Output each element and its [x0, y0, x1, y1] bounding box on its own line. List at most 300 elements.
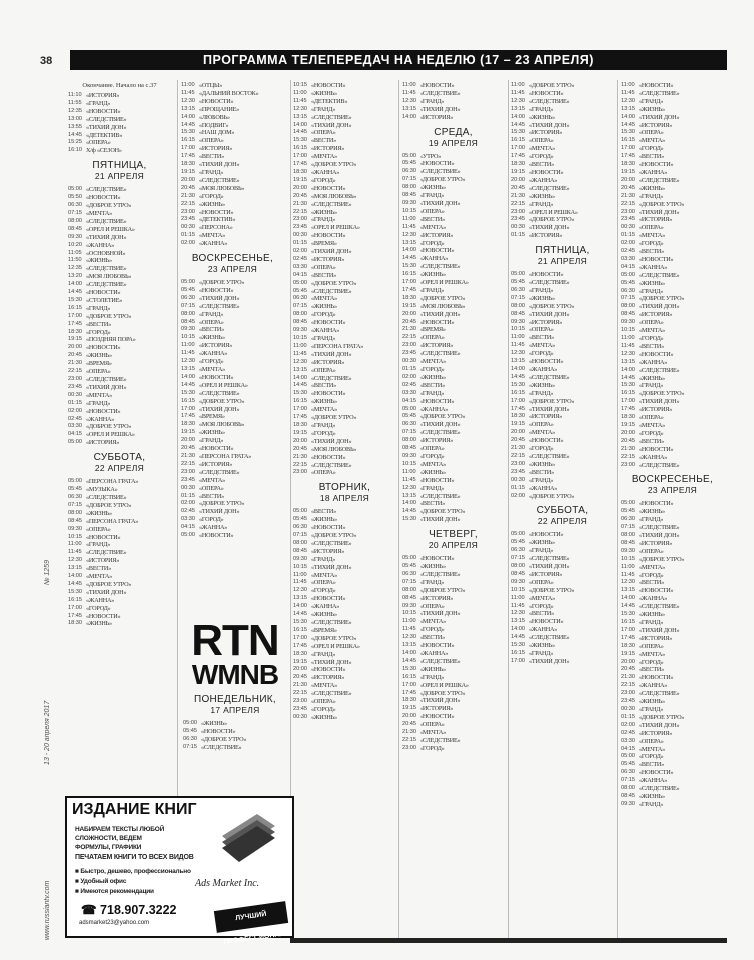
listing-entry	[293, 288, 396, 296]
listing-program: «НАШ ДОМ»	[199, 129, 235, 137]
listing-time: 11:45	[621, 571, 635, 578]
listing-program: «СЛЕДСТВИЕ»	[311, 539, 352, 547]
listing-entry	[68, 139, 171, 147]
book-publishing-ad	[65, 796, 294, 947]
listing-program: «ВЕСТИ»	[639, 579, 665, 587]
listing-entry	[621, 659, 724, 667]
listing-entry	[511, 129, 614, 137]
listing-program: «МЕЧТА»	[311, 682, 338, 690]
listing-program: «ЖАННА»	[86, 241, 115, 249]
listing-time: 19:15	[402, 705, 416, 712]
listing-entry	[621, 801, 724, 809]
listing-program: «ОПЕРА»	[639, 547, 664, 555]
listing-time: 05:00	[293, 508, 307, 515]
listing-entry	[293, 595, 396, 603]
listing-time: 01:15	[181, 232, 195, 239]
listing-time: 19:15	[511, 421, 525, 428]
listing-program: «ОПЕРА»	[639, 129, 664, 137]
listing-program: «ЖИЗНЬ»	[529, 539, 555, 547]
listing-time: 14:00	[293, 603, 307, 610]
listing-program: «ГОРОД»	[420, 744, 445, 752]
listing-program: «ВЕСТИ»	[199, 326, 225, 334]
listing-entry	[181, 106, 284, 114]
listing-entry	[621, 375, 724, 383]
listing-entry	[181, 161, 284, 169]
listing-program: «ВЕСТИ»	[199, 153, 225, 161]
listing-entry	[181, 90, 284, 98]
listing-entry	[402, 563, 505, 571]
listing-entry	[68, 518, 171, 526]
listing-time: 18:30	[293, 168, 307, 175]
listing-entry	[621, 216, 724, 224]
listing-time: 08:45	[293, 319, 307, 326]
listing-entry	[621, 730, 724, 738]
listing-program: «ИСТОРИЯ»	[529, 129, 563, 137]
day-heading: ПЯТНИЦА, 21 АПРЕЛЯ	[92, 160, 147, 182]
listing-program: «ГОРОД»	[420, 626, 445, 634]
listing-entry	[621, 122, 724, 130]
listing-time: 04:15	[621, 263, 635, 270]
listing-time: 11:45	[511, 342, 525, 349]
continuation-note: Окончание. Начало на с.37	[82, 82, 157, 89]
listing-time: 02:00	[511, 492, 525, 499]
listing-entry	[511, 618, 614, 626]
listing-program: «ЖАННА»	[639, 777, 668, 785]
listing-time: 15:30	[181, 389, 195, 396]
listing-entry	[621, 564, 724, 572]
listing-entry	[293, 532, 396, 540]
listing-time: 05:00	[183, 720, 197, 726]
listing-entry	[621, 177, 724, 185]
listing-time: 16:15	[511, 137, 525, 144]
listing-program: «СЛЕДСТВИЕ»	[639, 271, 680, 279]
listing-program: «ГРАНД»	[420, 192, 445, 200]
listing-program: «ТИХИЙ ДОН»	[420, 310, 461, 318]
listing-entry	[402, 516, 505, 524]
listing-time: 23:00	[181, 208, 195, 215]
listing-program: «ГРАНД»	[420, 389, 445, 397]
listing-program: «ИСТОРИЯ»	[311, 547, 345, 555]
listing-entry	[621, 398, 724, 406]
listing-time: 22:15	[402, 736, 416, 743]
listing-block	[402, 555, 505, 753]
listing-entry	[402, 445, 505, 453]
listing-time: 07:15	[181, 302, 195, 309]
listing-program: «НОВОСТИ»	[639, 769, 674, 777]
listing-time: 11:45	[621, 342, 635, 349]
listing-entry	[621, 240, 724, 248]
listing-entry	[621, 438, 724, 446]
listing-program: «ГРАНД»	[199, 437, 224, 445]
listing-program: «НОВОСТИ»	[639, 350, 674, 358]
listing-program: «ГРАНД»	[639, 705, 664, 713]
listing-program: «ЖИЗНЬ»	[311, 89, 337, 97]
listing-time: 21:30	[402, 729, 416, 736]
listing-time: 20:45	[402, 318, 416, 325]
listing-entry	[293, 122, 396, 130]
listing-program: «ГРАНД»	[420, 673, 445, 681]
listing-time: 06:30	[402, 421, 416, 428]
listing-time: 06:30	[511, 547, 525, 554]
listing-entry	[293, 161, 396, 169]
listing-entry	[181, 390, 284, 398]
listing-entry	[402, 247, 505, 255]
listing-entry	[402, 319, 505, 327]
schedule-column-5	[511, 82, 614, 666]
listing-time: 16:15	[293, 626, 307, 633]
listing-entry	[68, 147, 171, 155]
listing-time: 13:15	[293, 366, 307, 373]
listing-entry	[511, 658, 614, 666]
listing-program: «ВЕСТИ»	[420, 634, 446, 642]
listing-entry	[511, 382, 614, 390]
listing-entry	[511, 153, 614, 161]
listing-entry	[293, 422, 396, 430]
listing-time: 04:15	[621, 745, 635, 752]
listing-entry	[621, 454, 724, 462]
listing-program: «ДОБРОЕ УТРО»	[639, 713, 685, 721]
listing-program: «ВЕСТИ»	[199, 492, 225, 500]
listing-program: «ЖИЗНЬ»	[639, 279, 665, 287]
listing-entry	[181, 421, 284, 429]
listing-entry	[621, 508, 724, 516]
listing-time: 05:00	[181, 532, 195, 539]
listing-program: «ЖИЗНЬ»	[639, 698, 665, 706]
listing-time: 08:45	[621, 792, 635, 799]
listing-entry	[402, 658, 505, 666]
listing-time: 18:30	[621, 414, 635, 421]
listing-program: «ЖИЗНЬ»	[420, 468, 446, 476]
listing-entry	[181, 350, 284, 358]
listing-program: «ОРЕЛ И РЕШКА»	[199, 381, 248, 389]
listing-time: 07:15	[402, 429, 416, 436]
listing-time: 18:30	[621, 642, 635, 649]
listing-program: «ПЕРСОНА»	[199, 224, 233, 232]
listing-time: 18:30	[511, 161, 525, 168]
listing-time: 00:30	[621, 705, 635, 712]
listing-program: «НОВОСТИ»	[199, 532, 234, 540]
listing-block	[183, 720, 287, 752]
listing-entry	[621, 572, 724, 580]
listing-entry	[511, 287, 614, 295]
listing-entry	[402, 374, 505, 382]
listing-entry	[293, 232, 396, 240]
listing-entry	[293, 659, 396, 667]
listing-entry	[511, 161, 614, 169]
listing-time: 06:30	[68, 202, 82, 209]
listing-time: 02:45	[621, 248, 635, 255]
listing-time: 16:15	[293, 145, 307, 152]
listing-time: 08:00	[68, 217, 82, 224]
listing-time: 20:45	[293, 192, 307, 199]
listing-time: 14:45	[402, 657, 416, 664]
listing-time: 11:45	[511, 89, 525, 96]
listing-time: 13:15	[402, 642, 416, 649]
listing-time: 14:45	[181, 381, 195, 388]
listing-entry	[621, 82, 724, 90]
listing-program: «ИСТОРИЯ»	[529, 413, 563, 421]
listing-time: 09:30	[402, 452, 416, 459]
listing-time: 11:00	[511, 82, 525, 88]
listing-time: 05:45	[402, 160, 416, 167]
listing-entry	[181, 209, 284, 217]
ad-line: НАБИРАЕМ ТЕКСТЫ ЛЮБОЙ	[75, 826, 165, 833]
listing-program: «НОВОСТИ»	[311, 453, 346, 461]
listing-program: «ИСТОРИЯ»	[311, 145, 345, 153]
day-heading: ПЯТНИЦА, 21 АПРЕЛЯ	[535, 245, 590, 267]
listing-program: «ВЕСТИ»	[311, 508, 337, 516]
listing-time: 15:30	[621, 382, 635, 389]
listing-program: «ИСТОРИЯ»	[199, 460, 233, 468]
listing-time: 19:15	[621, 650, 635, 657]
listing-time: 04:15	[181, 524, 195, 531]
listing-entry	[181, 326, 284, 334]
ad-line: СЛОЖНОСТИ, ВЕДЕМ	[75, 835, 142, 842]
listing-program: «НОВОСТИ»	[529, 89, 564, 97]
listing-time: 18:30	[68, 328, 82, 335]
listing-entry	[621, 129, 724, 137]
listing-time: 14:00	[621, 113, 635, 120]
listing-entry	[68, 313, 171, 321]
listing-entry	[68, 250, 171, 258]
listing-program: «НОВОСТИ»	[201, 727, 236, 735]
listing-time: 12:30	[621, 97, 635, 104]
listing-entry	[293, 446, 396, 454]
listing-entry	[293, 114, 396, 122]
listing-time: 02:00	[68, 407, 82, 414]
listing-entry	[621, 500, 724, 508]
day-heading: СРЕДА, 19 АПРЕЛЯ	[428, 126, 479, 148]
listing-program: «ТИХИЙ ДОН»	[86, 383, 127, 391]
listing-time: 14:45	[293, 382, 307, 389]
listing-program: «ГОРОД»	[311, 311, 336, 319]
listing-entry	[511, 555, 614, 563]
listing-program: «ДОБРОЕ УТРО»	[199, 279, 245, 287]
listing-program: «НОВОСТИ»	[420, 247, 455, 255]
listing-time: 05:45	[511, 539, 525, 546]
listing-entry	[621, 264, 724, 272]
listing-block	[68, 92, 171, 155]
listing-entry	[293, 382, 396, 390]
listing-time: 13:15	[402, 105, 416, 112]
listing-time: 20:00	[293, 184, 307, 191]
listing-time: 23:00	[621, 208, 635, 215]
listing-program: «ТИХИЙ ДОН»	[199, 161, 240, 169]
listing-program: «ГОРОД»	[639, 145, 664, 153]
listing-time: 11:00	[181, 342, 195, 349]
listing-time: 13:15	[511, 618, 525, 625]
listing-time: 22:15	[402, 334, 416, 341]
listing-program: «ИСТОРИЯ»	[420, 594, 454, 602]
listing-program: «ОРЕЛ И РЕШКА»	[311, 642, 360, 650]
listing-program: «ЖАННА»	[311, 603, 340, 611]
listing-entry	[402, 200, 505, 208]
listing-program: «МЕЧТА»	[529, 342, 556, 350]
spine-site: www.russiantv.com	[44, 880, 51, 940]
listing-program: «НОВОСТИ»	[199, 445, 234, 453]
listing-time: 07:15	[511, 555, 525, 562]
listing-time: 06:30	[402, 168, 416, 175]
listing-entry	[511, 642, 614, 650]
listing-entry	[181, 453, 284, 461]
listing-program: «ВЕСТИ»	[639, 153, 665, 161]
listing-block	[621, 500, 724, 808]
listing-entry	[181, 279, 284, 287]
listing-entry	[621, 359, 724, 367]
listing-time: 22:15	[293, 461, 307, 468]
listing-entry	[621, 311, 724, 319]
listing-time: 21:30	[511, 445, 525, 452]
listing-entry	[402, 682, 505, 690]
listing-entry	[621, 185, 724, 193]
listing-entry	[181, 240, 284, 248]
listing-time: 23:45	[621, 698, 635, 705]
listing-time: 01:15	[68, 399, 82, 406]
listing-program: «ЖИЗНЬ»	[311, 208, 337, 216]
listing-time: 03:30	[621, 737, 635, 744]
listing-entry	[68, 186, 171, 194]
listing-program: «ДЕТЕКТИВ»	[86, 131, 123, 139]
listing-program: «ГРАНД»	[639, 619, 664, 626]
listing-program: «ЖИЗНЬ»	[311, 303, 337, 311]
listing-entry	[621, 611, 724, 619]
listing-entry	[68, 605, 171, 613]
listing-program: «ЖИЗНЬ»	[311, 611, 337, 619]
listing-entry	[293, 272, 396, 280]
listing-program: «НОВОСТИ»	[420, 160, 455, 168]
listing-time: 05:00	[68, 478, 82, 485]
listing-entry	[621, 90, 724, 98]
listing-program: «ТИХИЙ ДОН»	[529, 405, 570, 413]
listing-time: 15:30	[293, 137, 307, 144]
listing-entry	[181, 185, 284, 193]
listing-program: «ОРЕЛ И РЕШКА»	[420, 681, 469, 689]
listing-entry	[293, 603, 396, 611]
listing-entry	[511, 610, 614, 618]
listing-entry	[68, 557, 171, 565]
listing-entry	[621, 785, 724, 793]
listing-program: «ИСТОРИЯ»	[86, 439, 120, 447]
listing-program: «СЛЕДСТВИЕ»	[86, 265, 127, 273]
listing-time: 15:30	[402, 516, 416, 523]
listing-time: 20:45	[621, 437, 635, 444]
listing-time: 19:15	[402, 302, 416, 309]
listing-entry	[402, 390, 505, 398]
listing-entry	[293, 635, 396, 643]
listing-time: 11:55	[68, 99, 82, 106]
listing-entry	[511, 193, 614, 201]
listing-program: «ГОРОД»	[420, 452, 445, 460]
listing-time: 08:45	[621, 539, 635, 546]
listing-entry	[621, 382, 724, 390]
listing-entry	[621, 248, 724, 256]
listing-program: «ИСТОРИЯ»	[529, 570, 563, 578]
listing-time: 14:45	[621, 121, 635, 128]
listing-time: 03:30	[293, 263, 307, 270]
listing-program: «МЕЧТА»	[86, 391, 113, 399]
listing-program: «ВЕСТИ»	[420, 500, 446, 508]
listing-time: 01:15	[511, 484, 525, 491]
listing-time: 14:00	[402, 113, 416, 120]
listing-entry	[511, 169, 614, 177]
listing-time: 06:30	[183, 735, 197, 742]
listing-program: «НОВОСТИ»	[420, 642, 455, 650]
listing-time: 04:15	[293, 271, 307, 278]
listing-time: 10:15	[293, 563, 307, 570]
listing-entry	[181, 342, 284, 350]
listing-time: 00:30	[511, 224, 525, 231]
listing-time: 12:30	[402, 97, 416, 104]
listing-program: «ИСТОРИЯ»	[420, 437, 454, 445]
listing-program: «ТИХИЙ ДОН»	[420, 516, 461, 524]
listing-entry	[621, 746, 724, 754]
page-number: 38	[40, 55, 53, 67]
listing-entry	[68, 510, 171, 518]
listing-time: 03:30	[68, 423, 82, 430]
listing-time: 08:00	[621, 532, 635, 539]
listing-program: «ТИХИЙ ДОН»	[86, 588, 127, 596]
listing-time: 02:45	[181, 508, 195, 515]
ad-title: ИЗДАНИЕ КНИГ	[72, 801, 197, 818]
listing-time: 17:45	[511, 405, 525, 412]
listing-program: «СЛЕДСТВИЕ»	[529, 279, 570, 287]
listing-program: «ЖАННА»	[199, 240, 228, 248]
listing-program: «СЛЕДСТВИЕ»	[639, 176, 680, 184]
listing-time: 16:15	[621, 390, 635, 397]
listing-entry	[293, 311, 396, 319]
listing-entry	[181, 153, 284, 161]
listing-entry	[621, 446, 724, 454]
listing-program: «ТИХИЙ ДОН»	[529, 224, 570, 232]
listing-time: 16:10	[68, 147, 82, 154]
listing-time: 17:00	[511, 397, 525, 404]
listing-program: «НОВОСТИ»	[86, 533, 121, 541]
listing-entry	[68, 92, 171, 100]
listing-program: «НОВОСТИ»	[311, 232, 346, 240]
listing-program: «НОВОСТИ»	[639, 500, 674, 508]
listing-program: «НОВОСТИ»	[311, 390, 346, 398]
listing-time: 07:15	[293, 303, 307, 310]
ad-bullet: ■ Имеются рекомендации	[75, 888, 154, 895]
listing-entry	[511, 626, 614, 634]
ad-line: ФОРМУЛЫ, ГРАФИКИ	[75, 844, 142, 851]
listing-program: «ГОРОД»	[529, 602, 554, 610]
listing-time: 09:30	[293, 327, 307, 334]
listing-time: 15:30	[293, 619, 307, 625]
listing-block	[293, 82, 396, 477]
listing-entry	[68, 194, 171, 202]
ad-bullet: ■ Быстро, дешево, профессионально	[75, 868, 191, 875]
listing-program: «ГОРОД»	[86, 328, 111, 336]
listing-time: 16:15	[68, 596, 82, 603]
listing-program: «ТИХИЙ ДОН»	[420, 697, 461, 705]
day-heading: ПОНЕДЕЛЬНИК, 17 АПРЕЛЯ	[193, 694, 277, 715]
listing-program: «НОВОСТИ»	[639, 587, 674, 595]
listing-program: «НОВОСТИ»	[420, 476, 455, 484]
listing-program: «ЖИЗНЬ»	[639, 105, 665, 113]
day-heading: СУББОТА, 22 АПРЕЛЯ	[536, 505, 589, 527]
listing-entry	[293, 666, 396, 674]
listing-program: «ОПЕРА»	[311, 469, 336, 477]
listing-entry	[402, 745, 505, 753]
listing-time: 23:45	[511, 468, 525, 475]
listing-time: 14:45	[511, 634, 525, 641]
listing-program: «МОЯ ЛЮБОВЬ»	[311, 192, 357, 200]
listing-time: 12:30	[293, 358, 307, 365]
listing-entry	[68, 541, 171, 549]
listing-program: «ТИХИЙ ДОН»	[311, 248, 352, 256]
listing-program: «ГРАНД»	[420, 97, 445, 105]
